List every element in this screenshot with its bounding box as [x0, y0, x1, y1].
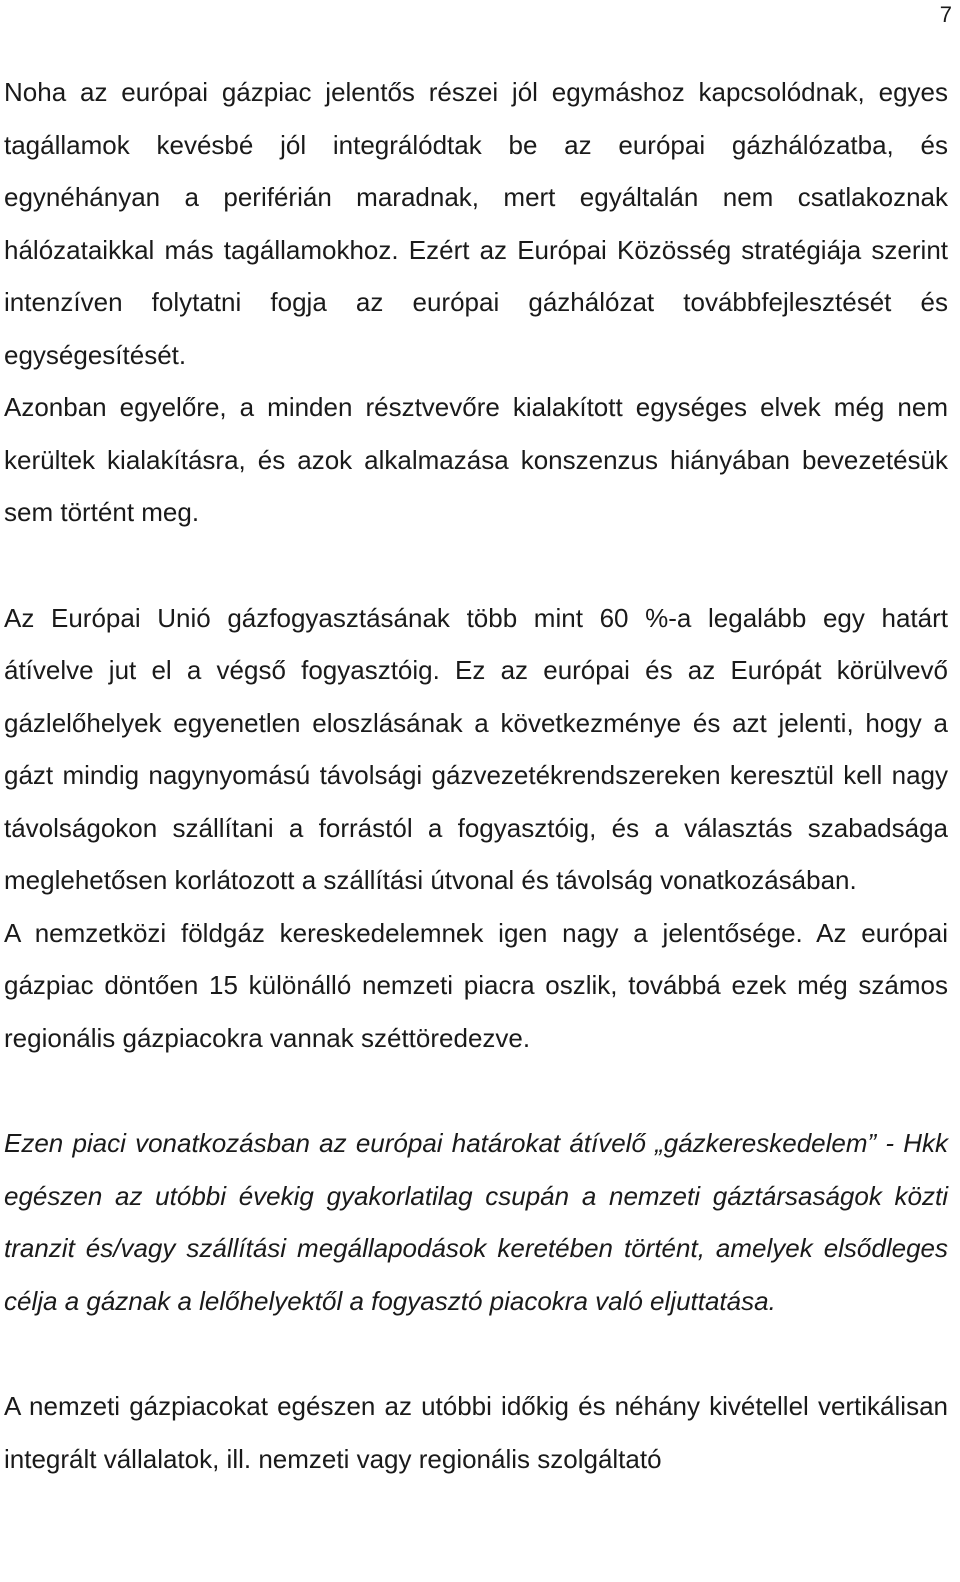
- document-body: [4, 66, 948, 1485]
- paragraph-gas-trading-italic: Ezen piaci vonatkozásban az európai határokat átívelő „gázkereskedelem” - Hkk egészen az utóbbi évekig gyakorlatilag csupán a nemzeti gáztársaságok közti tranzit és/vagy szállítási megállapodások keretében történt, amelyek elsődleges célja a gáznak a lelőhelyektől a fogyasztó piacokra való eljuttatása.: [4, 1128, 948, 1316]
- paragraph-national-markets: A nemzeti gázpiacokat egészen az utóbbi időkig és néhány kivétellel vertikálisan integrált vállalatok, ill. nemzeti vagy regionális szolgáltató: [4, 1391, 948, 1474]
- paragraph-gap: [4, 539, 948, 592]
- paragraph-international-trade: A nemzetközi földgáz kereskedelemnek igen nagy a jelentősége. Az európai gázpiac döntően 15 különálló nemzeti piacra oszlik, továbbá ezek még számos regionális gázpiacokra vannak széttöredezve.: [4, 917, 948, 1053]
- paragraph-gap: [4, 1327, 948, 1380]
- page-number: 7: [939, 2, 952, 27]
- paragraph-consumption: Az Európai Unió gázfogyasztásának több mint 60 %-a legalább egy határt átívelve jut el a végső fogyasztóig. Ez az európai és az Európát körülvevő gázlelőhelyek egyenetlen eloszlásának a következménye és azt jelenti, hogy a gázt mindig nagynyomású távolsági gázvezetékrendszereken keresztül kell nagy távolságokon szállítani a forrástól a fogyasztóig, és a választás szabadsága meglehetősen korlátozott a szállítási útvonal és távolság vonatkozásában.: [4, 602, 948, 895]
- paragraph-gas-network: Noha az európai gázpiac jelentős részei jól egymáshoz kapcsolódnak, egyes tagállamok kevésbé jól integrálódtak be az európai gázhálózatba, és egynéhányan a periférián maradnak, mert egyáltalán nem csatlakoznak hálózataikkal más tagállamokhoz. Ezért az Európai Közösség stratégiája szerint intenzíven folytatni fogja az európai gázhálózat továbbfejlesztését és egységesítését.: [4, 77, 948, 370]
- paragraph-uniform-principles: Azonban egyelőre, a minden résztvevőre kialakított egységes elvek még nem kerültek kialakításra, és azok alkalmazása konszenzus hiányában bevezetésük sem történt meg.: [4, 392, 948, 527]
- paragraph-gap: [4, 1064, 948, 1117]
